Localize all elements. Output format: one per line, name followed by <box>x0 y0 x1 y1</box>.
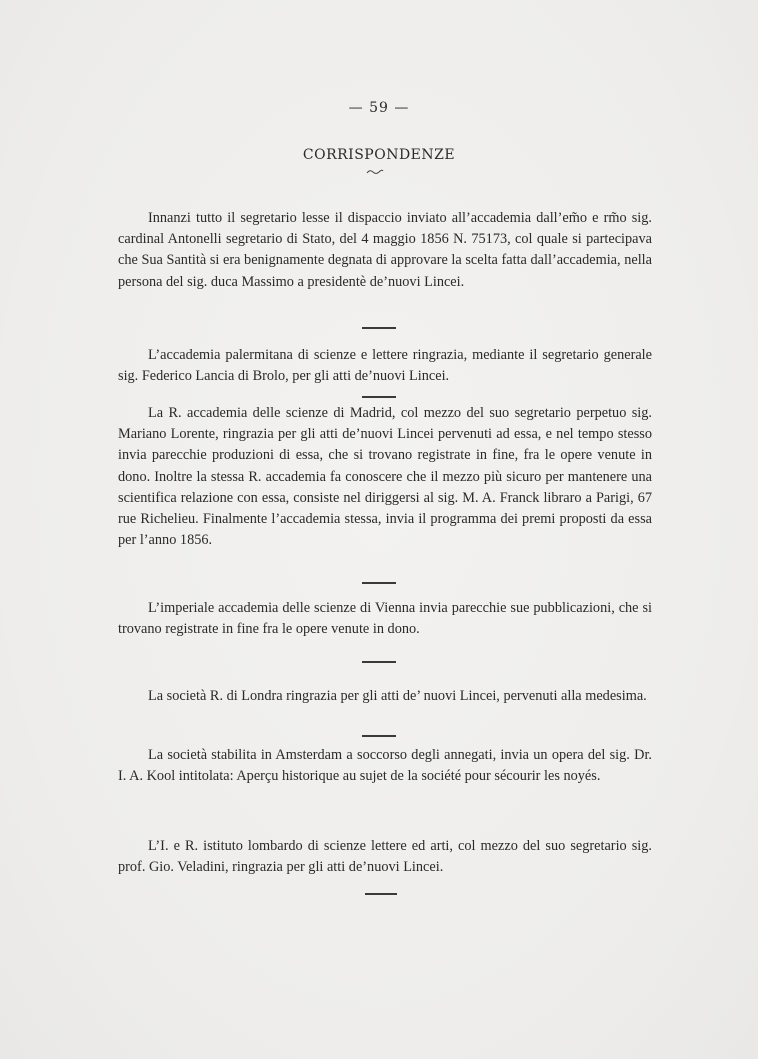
paragraph-3 <box>118 403 652 551</box>
section-heading: CORRISPONDENZE <box>302 147 456 163</box>
paragraph-text: Innanzi tutto il segretario lesse il dispaccio inviato all’accademia dall’em̃o e rm̃o sig. cardinal Antonelli segretario di Stato, del 4 maggio 1856 N. 75173, col quale si partecipava che Sua Santità si era benignamente degnata di approvare la scelta fatta dall’accademia, nella persona del sig. duca Massimo a presidentè de’nuovi Lincei. <box>118 210 652 290</box>
heading-ornament-tilde <box>366 168 384 176</box>
paragraph-text: La società stabilita in Amsterdam a soccorso degli annegati, invia un opera del sig. Dr. I. A. Kool intitolata: Aperçu historique au sujet de la société pour sécourir les noyés. <box>118 747 652 785</box>
separator-rule <box>362 582 396 584</box>
paragraph-text: La società R. di Londra ringrazia per gli atti de’ nuovi Lincei, pervenuti alla medesima. <box>148 688 647 704</box>
separator-rule <box>362 661 396 663</box>
paragraph-1 <box>118 208 652 293</box>
separator-rule <box>362 396 396 398</box>
paragraph-2 <box>118 345 652 387</box>
separator-rule <box>362 735 396 737</box>
page-number: — 59 — <box>348 100 410 116</box>
paragraph-7 <box>118 836 652 878</box>
paragraph-text: L’accademia palermitana di scienze e lettere ringrazia, mediante il segretario generale sig. Federico Lancia di Brolo, per gli atti de’nuovi Lincei. <box>118 347 652 385</box>
paragraph-6 <box>118 745 652 787</box>
paragraph-text: L’imperiale accademia delle scienze di Vienna invia parecchie sue pubblicazioni, che si trovano registrate in fine fra le opere venute in dono. <box>118 600 652 638</box>
paragraph-4 <box>118 598 652 640</box>
paragraph-text: La R. accademia delle scienze di Madrid, col mezzo del suo segretario perpetuo sig. Mariano Lorente, ringrazia per gli atti de’nuovi Lincei pervenuti ad essa, e nel tempo stesso invia parecchie produzioni di essa, che si trovano registrate in fine, fra le opere venute in dono. Inoltre la stessa R. accademia fa conoscere che il mezzo più sicuro per mantenere una scientifica relazione con essa, consiste nel diriggersi al sig. M. A. Franck libraro a Parigi, 67 rue Richelieu. Finalmente l’accademia stessa, invia il programma dei premi proposti da essa per l’anno 1856. <box>118 405 652 549</box>
paragraph-5 <box>118 686 652 707</box>
paragraph-text: L’I. e R. istituto lombardo di scienze lettere ed arti, col mezzo del suo segretario sig. prof. Gio. Veladini, ringrazia per gli atti de’nuovi Lincei. <box>118 838 652 876</box>
separator-rule <box>362 327 396 329</box>
separator-rule <box>365 893 397 895</box>
